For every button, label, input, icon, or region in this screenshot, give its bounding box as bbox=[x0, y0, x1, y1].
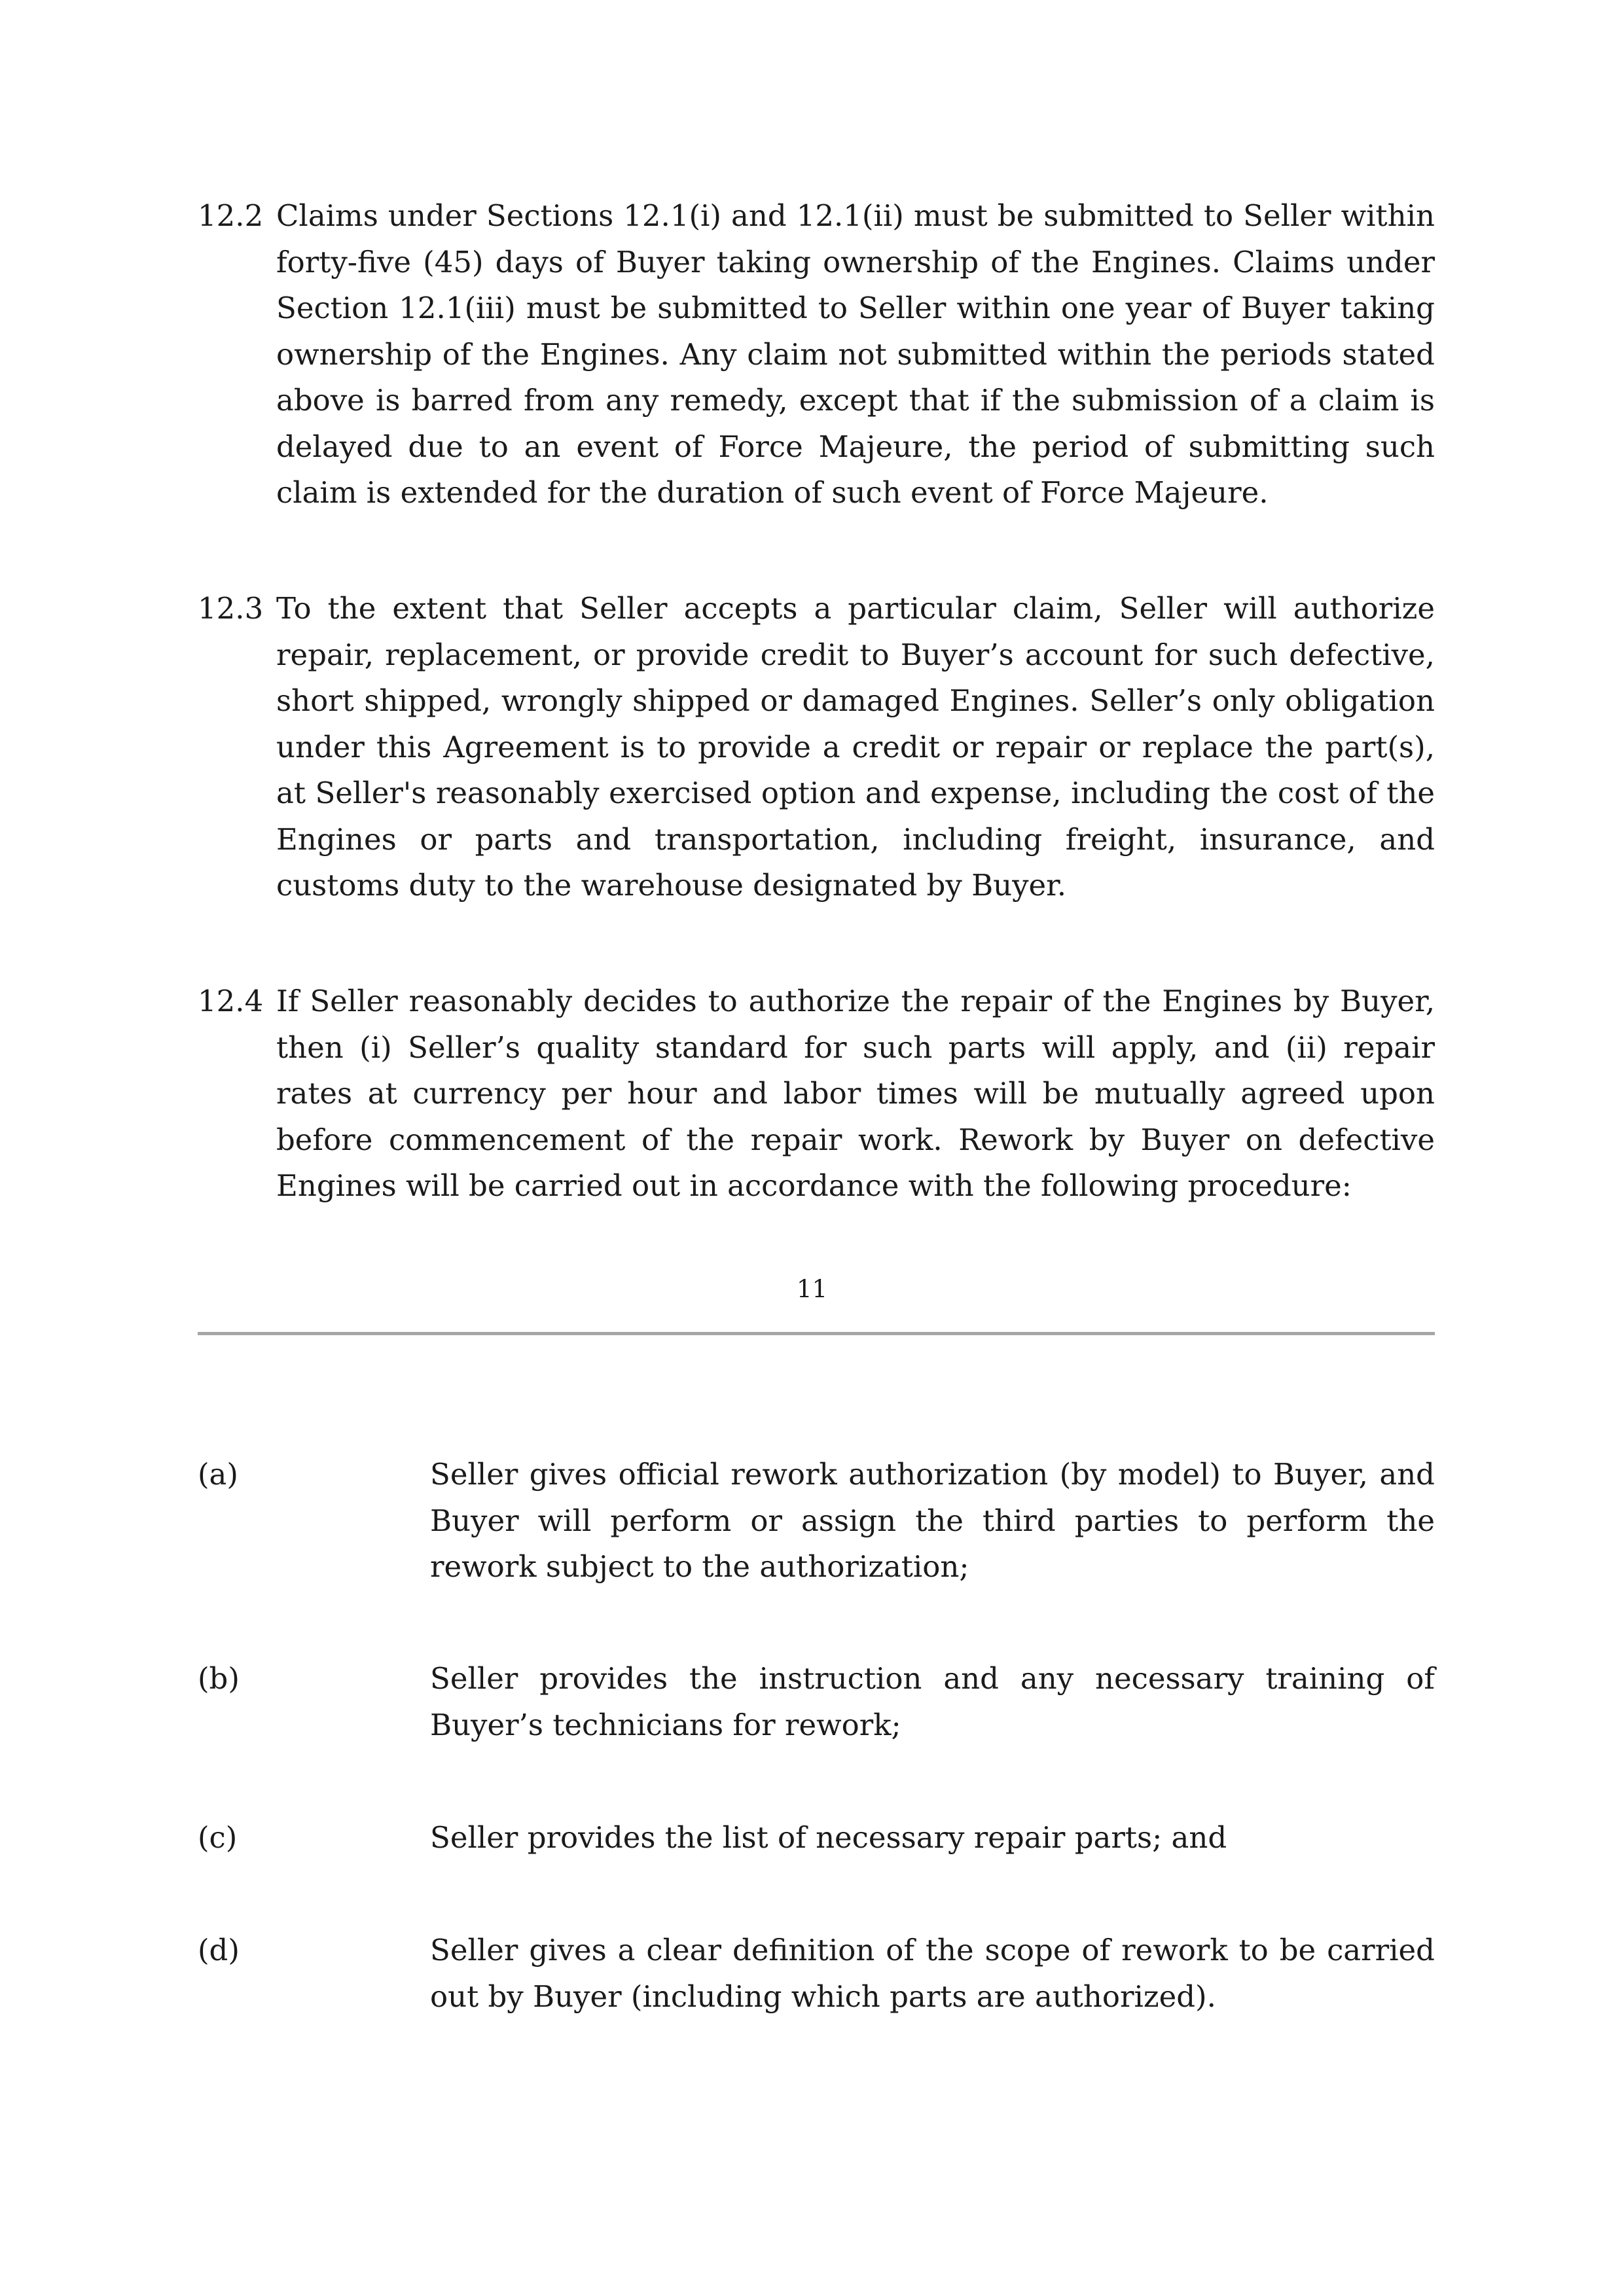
clause-text: Claims under Sections 12.1(i) and 12.1(ii) must be submitted to Seller within forty-five (45) days of Buyer taking ownership of the Engines. Claims under Section 12.1(iii) must be submitted to Seller within one year of Buyer taking ownership of the Engines. Any claim not submitted within the periods stated above is barred from any remedy, except that if the submission of a claim is delayed due to an event of Force Majeure, the period of submitting such claim is extended for the duration of such event of Force Majeure. bbox=[276, 198, 1435, 510]
sub-item-text: Seller gives official rework authorization (by model) to Buyer, and Buyer will perform or assign the third parties to perform the rework subject to the authorization; bbox=[430, 1457, 1435, 1584]
sub-item-letter: (b) bbox=[198, 1661, 240, 1696]
sub-item-letter: (d) bbox=[198, 1933, 240, 1967]
sub-item-letter: (a) bbox=[198, 1457, 238, 1492]
clause-number: 12.3 bbox=[198, 591, 264, 626]
sub-item-text: Seller provides the list of necessary repair parts; and bbox=[430, 1820, 1227, 1855]
clause-text: If Seller reasonably decides to authorize the repair of the Engines by Buyer, then (i) Seller’s quality standard for such parts will apply, and (ii) repair rates at currency per hour and labor times will be mutually agreed upon before commencement of the repair work. Rework by Buyer on defective Engines will be carried out in accordance with the following procedure: bbox=[276, 984, 1435, 1203]
sub-item-text: Seller provides the instruction and any necessary training of Buyer’s technicians for rework; bbox=[430, 1661, 1435, 1742]
clause-number: 12.4 bbox=[198, 984, 264, 1018]
sub-item-d bbox=[198, 1928, 1435, 2020]
sub-item-text: Seller gives a clear definition of the scope of rework to be carried out by Buyer (including which parts are authorized). bbox=[430, 1933, 1435, 2014]
footer-divider bbox=[198, 1332, 1435, 1335]
sub-item-a bbox=[198, 1452, 1435, 1590]
sub-item-c bbox=[198, 1815, 1435, 1861]
clause-text: To the extent that Seller accepts a particular claim, Seller will authorize repair, replacement, or provide credit to Buyer’s account for such defective, short shipped, wrongly shipped or damaged Engines. Seller’s only obligation under this Agreement is to provide a credit or repair or replace the part(s), at Seller's reasonably exercised option and expense, including the cost of the Engines or parts and transportation, including freight, insurance, and customs duty to the warehouse designated by Buyer. bbox=[276, 591, 1435, 903]
clause-12-3 bbox=[198, 586, 1435, 909]
sub-item-letter: (c) bbox=[198, 1820, 238, 1855]
clause-12-2 bbox=[198, 193, 1435, 516]
clause-number: 12.2 bbox=[198, 198, 264, 233]
page-number: 11 bbox=[796, 1275, 828, 1303]
clause-12-4 bbox=[198, 978, 1435, 1210]
sub-item-b bbox=[198, 1656, 1435, 1748]
